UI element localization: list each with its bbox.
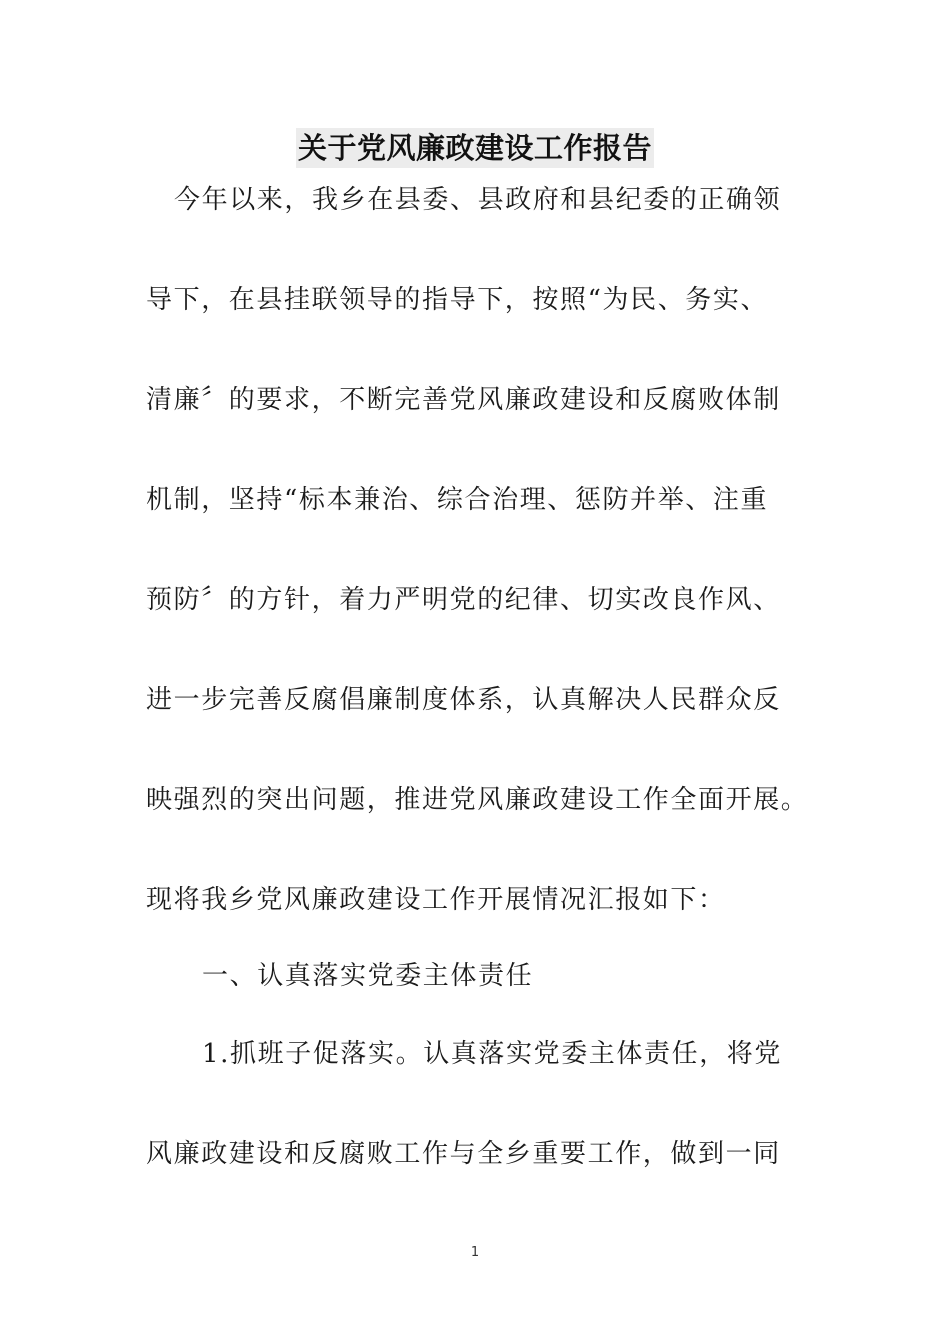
paragraph-line: 机制，坚持“标本兼治、综合治理、惩防并举、注重 xyxy=(146,485,769,515)
paragraph-line: 清廉〞的要求，不断完善党风廉政建设和反腐败体制 xyxy=(146,385,781,415)
title-text: 关于党风廉政建设工作报告 xyxy=(296,128,654,168)
paragraph-line: 映强烈的突出问题，推进党风廉政建设工作全面开展。 xyxy=(146,785,809,815)
paragraph-line: 今年以来，我乡在县委、县政府和县纪委的正确领 xyxy=(174,185,782,215)
paragraph-line: 导下，在县挂联领导的指导下，按照“为民、务实、 xyxy=(146,285,769,315)
section-heading: 一、认真落实党委主体责任 xyxy=(202,961,534,991)
paragraph-line: 进一步完善反腐倡廉制度体系，认真解决人民群众反 xyxy=(146,685,781,715)
paragraph-line: 风廉政建设和反腐败工作与全乡重要工作，做到一同 xyxy=(146,1139,781,1169)
paragraph-line: 现将我乡党风廉政建设工作开展情况汇报如下： xyxy=(146,885,726,915)
page-number: 1 xyxy=(470,1245,480,1260)
paragraph-line: 预防〞的方针，着力严明党的纪律、切实改良作风、 xyxy=(146,585,781,615)
document-title xyxy=(0,128,950,172)
paragraph-line: 1.抓班子促落实。认真落实党委主体责任，将党 xyxy=(202,1039,783,1069)
